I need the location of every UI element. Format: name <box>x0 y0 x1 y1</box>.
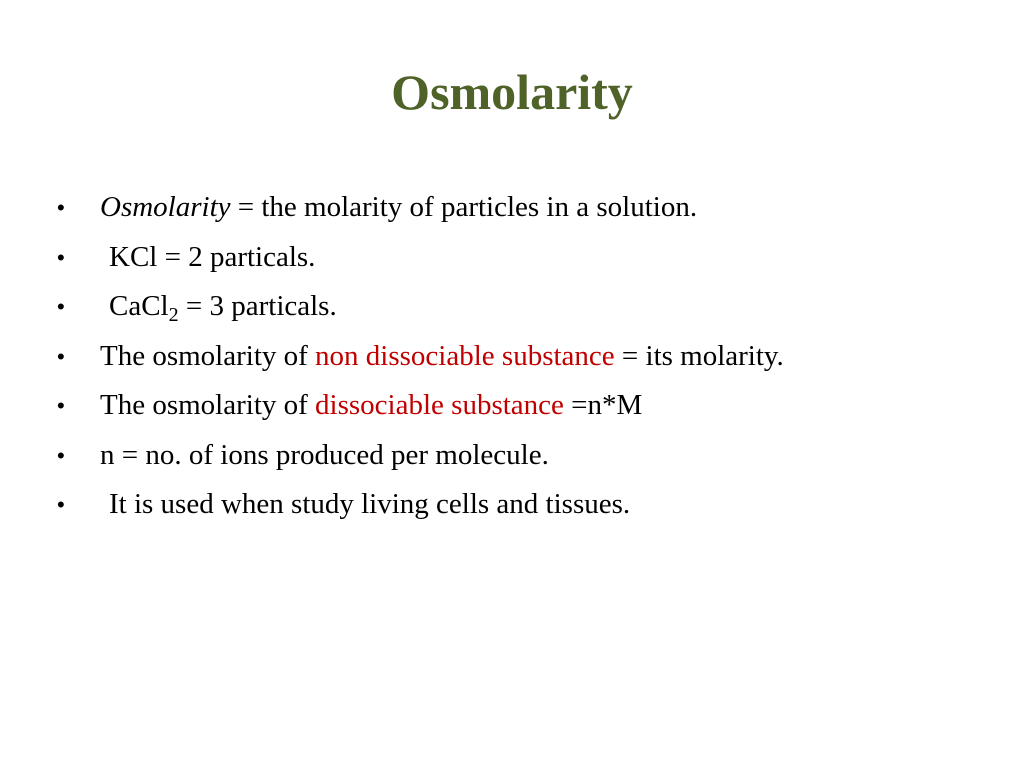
definition-text: = the molarity of particles in a solution. <box>230 191 698 223</box>
bullet-item-usage <box>57 482 997 532</box>
bullet-text <box>100 383 642 428</box>
highlight-dissociable: dissociable substance <box>315 389 564 421</box>
bullet-marker: • <box>57 393 65 418</box>
bullet-item-n-definition <box>57 433 997 483</box>
bullet-list <box>57 185 997 532</box>
slide-title: Osmolarity <box>391 64 633 120</box>
bullet-item-cacl2 <box>57 284 997 334</box>
bullet-marker: • <box>57 343 65 369</box>
formula-base: CaCl <box>109 290 169 322</box>
bullet-text <box>100 334 784 379</box>
bullet-item-kcl <box>57 235 997 285</box>
bullet-item-definition <box>57 185 997 235</box>
bullet-text: KCl = 2 particals. <box>109 240 316 273</box>
bullet-text: n = no. of ions produced per molecule. <box>100 438 549 471</box>
bullet-text <box>100 185 697 230</box>
bullet-marker: • <box>57 492 65 517</box>
term-osmolarity: Osmolarity <box>100 191 231 223</box>
text-suffix: =n*M <box>563 389 643 421</box>
highlight-non-dissociable: non dissociable substance <box>315 339 615 372</box>
formula-rest: = 3 particals. <box>178 290 337 322</box>
bullet-marker: • <box>57 294 65 319</box>
bullet-item-non-dissociable <box>57 334 997 384</box>
text-suffix: = its molarity. <box>614 339 784 372</box>
bullet-marker: • <box>57 442 65 468</box>
bullet-item-dissociable <box>57 383 997 433</box>
bullet-marker: • <box>57 195 65 220</box>
bullet-text <box>109 284 337 329</box>
bullet-marker: • <box>57 244 65 270</box>
formula-subscript: 2 <box>168 304 179 326</box>
text-prefix: The osmolarity of <box>100 339 316 372</box>
text-prefix: The osmolarity of <box>100 389 316 421</box>
bullet-text: It is used when study living cells and tissues. <box>109 488 631 520</box>
